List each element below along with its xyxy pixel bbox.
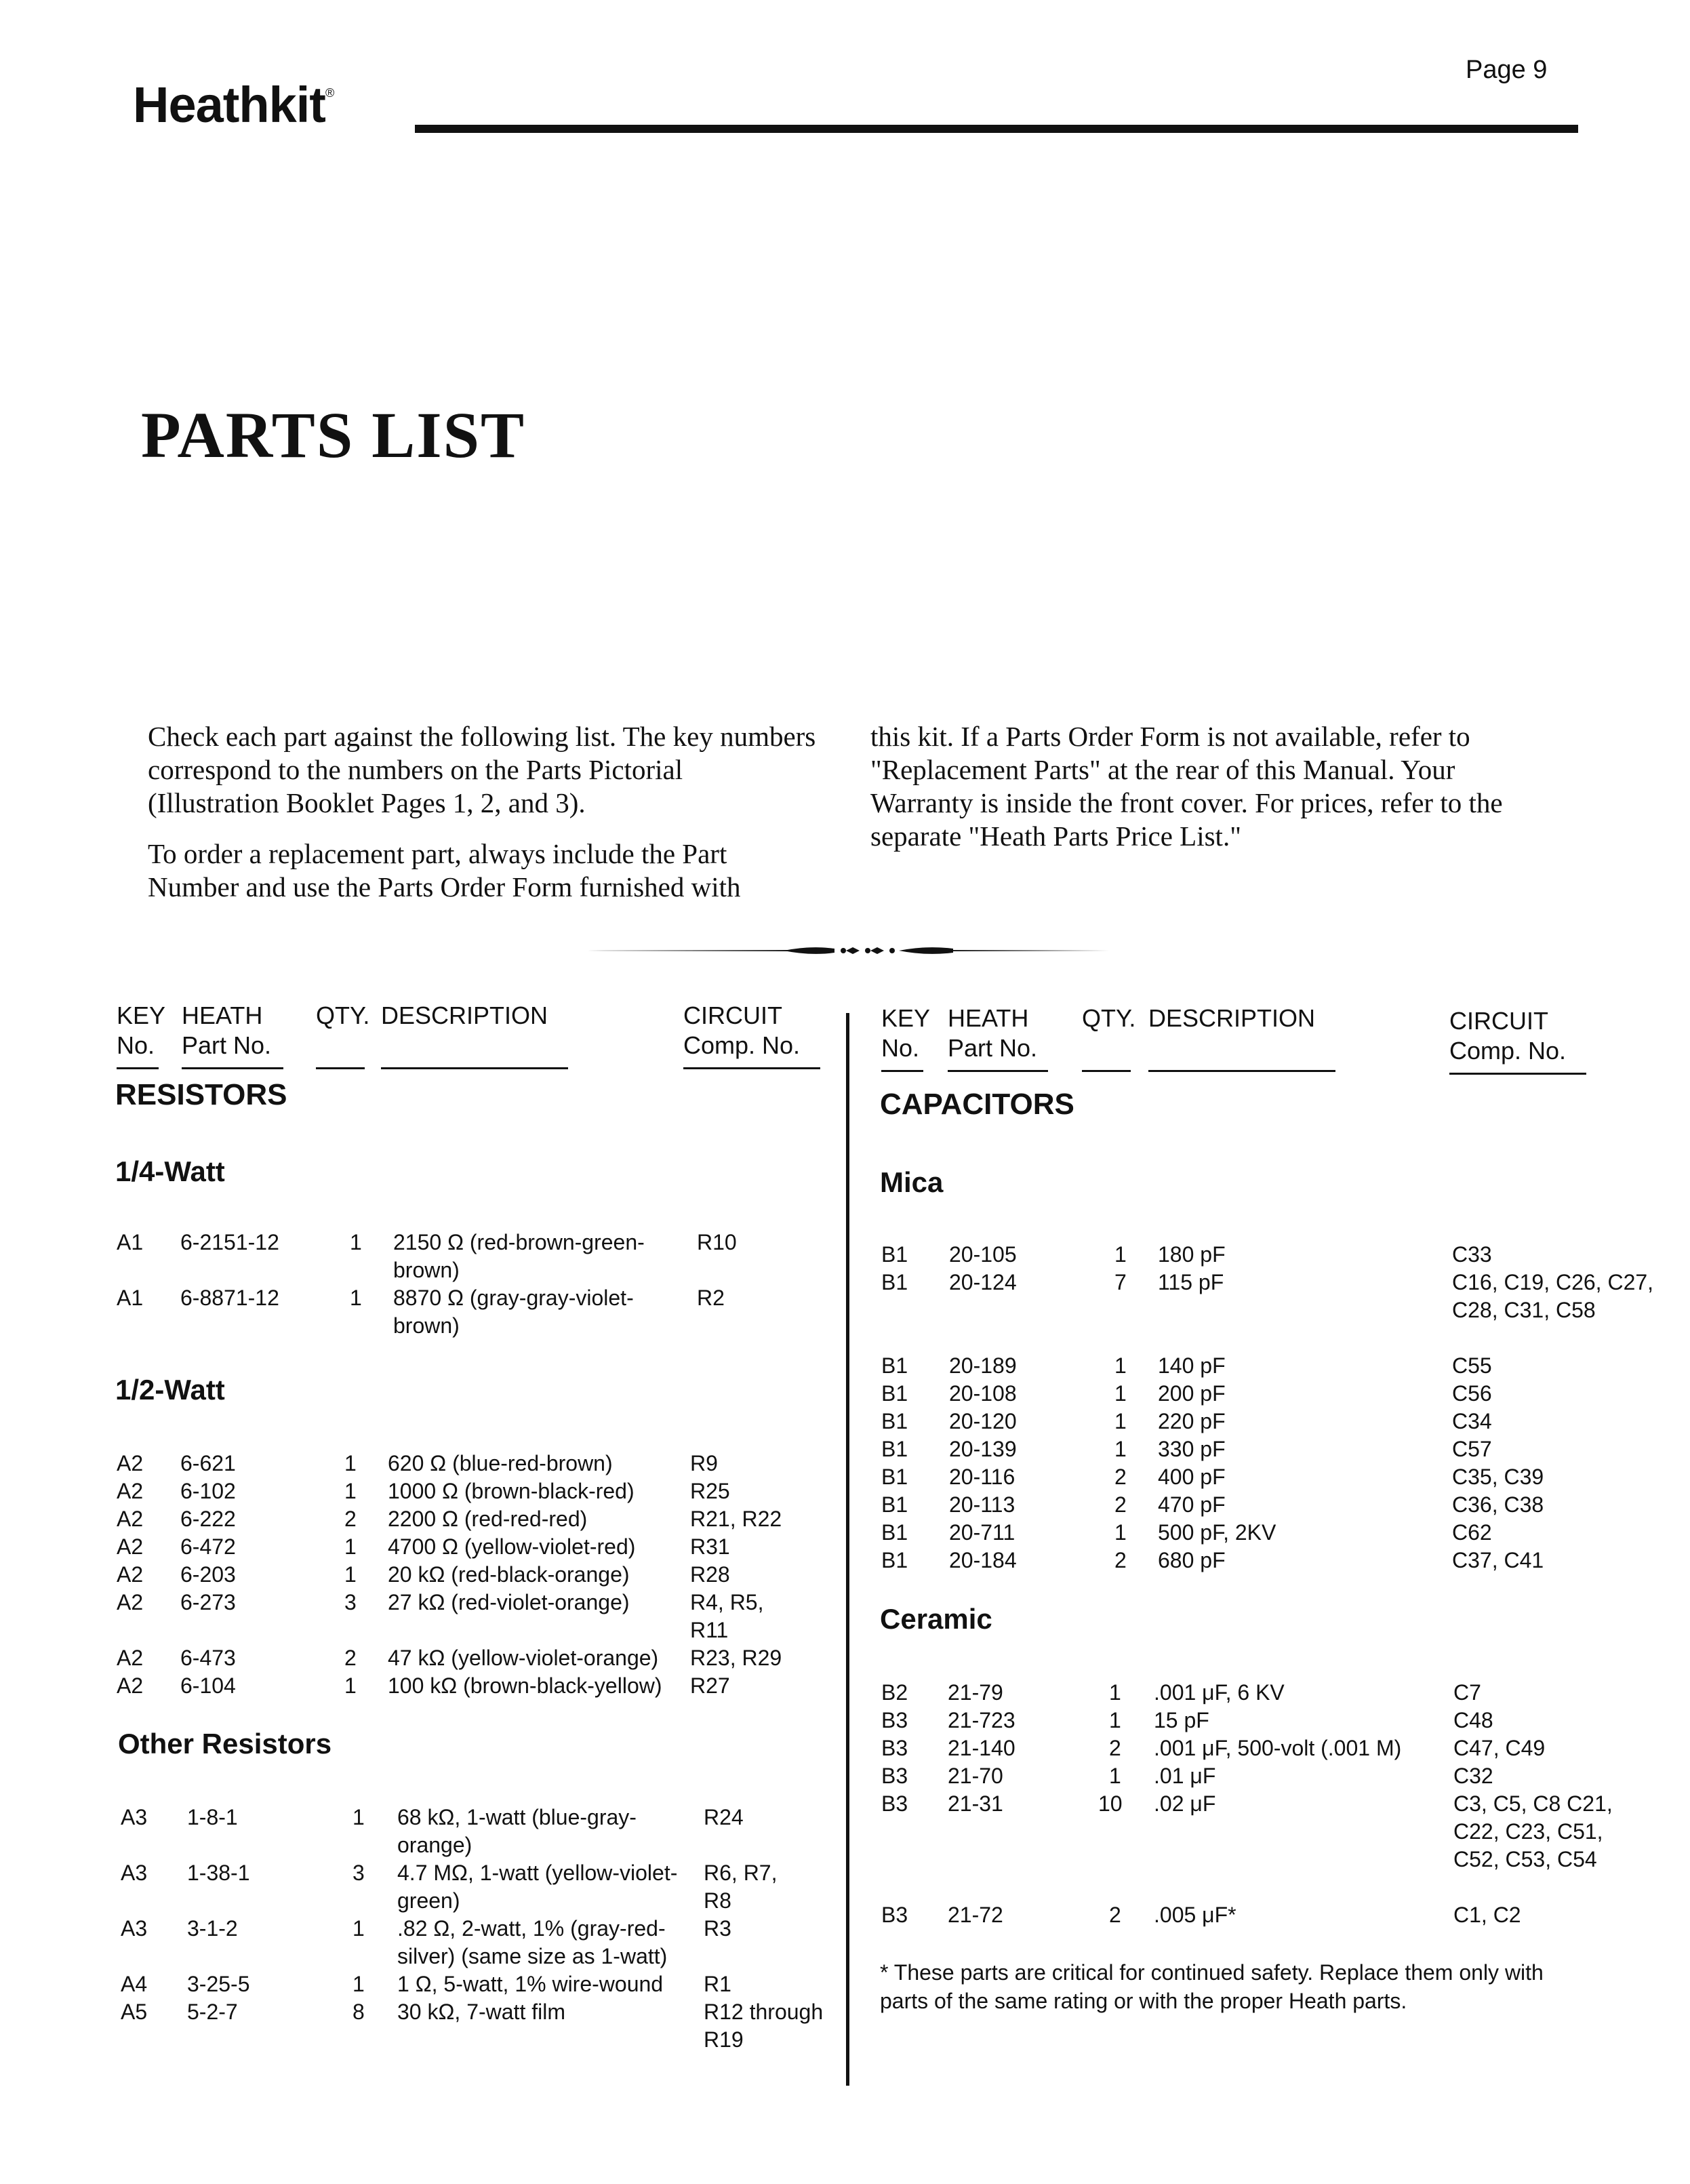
cell-part: 20-711 [949,1520,1015,1545]
cell-key: B1 [881,1381,908,1406]
cell-key: B1 [881,1242,908,1267]
cell-desc: 400 pF [1158,1465,1226,1489]
cell-qty: 1 [1109,1680,1121,1705]
table-row [0,1672,841,1700]
col-circuit-header: CIRCUIT Comp. No. [683,1001,801,1059]
cell-qty: 1 [1109,1764,1121,1788]
cell-key: B1 [881,1548,908,1572]
cell-qty: 1 [344,1451,357,1475]
cell-part: 6-2151-12 [180,1230,279,1254]
cell-qty: 8 [353,2000,365,2024]
cell-key: A2 [117,1673,144,1698]
cell-qty: 1 [1114,1520,1127,1545]
table-row [0,1970,841,1998]
cell-part: 20-113 [949,1492,1015,1517]
cell-desc: 20 kΩ (red-black-orange) [388,1562,630,1587]
cell-desc: 47 kΩ (yellow-violet-orange) [388,1646,659,1670]
cell-part: 1-8-1 [187,1805,238,1829]
cell-key: A2 [117,1646,144,1670]
table-row [847,1734,1688,1762]
cell-comp: C3, C5, C8 C21, C22, C23, C51, C52, C53, C54 [1453,1791,1613,1871]
intro-left [148,720,819,921]
table-row [847,1269,1688,1352]
table-row [0,1915,841,1970]
cell-key: A4 [121,1972,148,1996]
cell-part: 6-472 [180,1534,236,1559]
cell-qty: 2 [1114,1548,1127,1572]
cell-qty: 1 [344,1562,357,1587]
cell-desc: 1 Ω, 5-watt, 1% wire-wound [397,1972,664,1996]
cell-desc: 2200 Ω (red-red-red) [388,1507,588,1531]
cell-part: 3-1-2 [187,1916,238,1941]
cell-part: 6-104 [180,1673,236,1698]
cell-qty: 1 [344,1479,357,1503]
ornament-divider [587,942,1109,959]
table-row [0,1505,841,1533]
col-circuit-header-right: CIRCUIT Comp. No. [1449,1007,1567,1065]
cell-comp: R24 [704,1805,744,1829]
cell-qty: 1 [344,1534,357,1559]
cell-part: 1-38-1 [187,1861,250,1885]
cell-desc: .005 μF* [1154,1903,1236,1927]
cell-desc: 220 pF [1158,1409,1226,1433]
cell-qty: 2 [1109,1736,1121,1760]
cell-part: 20-184 [949,1548,1017,1572]
cell-desc: .82 Ω, 2-watt, 1% (gray-red-silver) (same size as 1-watt) [397,1916,668,1968]
cell-part: 20-105 [949,1242,1017,1267]
table-row [0,1561,841,1589]
cell-comp: C35, C39 [1452,1465,1544,1489]
cell-desc: 27 kΩ (red-violet-orange) [388,1590,630,1614]
cell-qty: 1 [1109,1708,1121,1732]
cell-qty: 1 [344,1673,357,1698]
cell-part: 6-473 [180,1646,236,1670]
cell-key: A3 [121,1805,148,1829]
table-row [847,1408,1688,1435]
cell-key: A2 [117,1590,144,1614]
table-row [0,1589,841,1644]
cell-comp: C55 [1452,1353,1492,1378]
cell-desc: .001 μF, 6 KV [1154,1680,1285,1705]
cell-part: 6-8871-12 [180,1286,279,1310]
intro-paragraph-3: this kit. If a Parts Order Form is not available, refer to "Replacement Parts" at the rear of this Manual. Your Warranty is inside the front cover. For prices, refer to the separate "Heath Parts Price List." [870,721,1503,852]
cell-comp: C48 [1453,1708,1493,1732]
cell-part: 20-120 [949,1409,1017,1433]
cell-key: B1 [881,1520,908,1545]
cell-qty: 2 [1109,1903,1121,1927]
col-desc-header: DESCRIPTION [381,1001,548,1029]
cell-qty: 2 [344,1507,357,1531]
cell-comp: R28 [690,1562,730,1587]
cell-desc: .02 μF [1154,1791,1216,1816]
ceramic-heading: Ceramic [880,1603,992,1635]
cell-qty: 7 [1114,1270,1127,1294]
cell-comp: C34 [1452,1409,1492,1433]
table-row [847,1547,1688,1574]
table-row [0,1450,841,1477]
cell-part: 21-723 [948,1708,1015,1732]
cell-key: A2 [117,1451,144,1475]
cell-comp: R23, R29 [690,1646,782,1670]
safety-note: * These parts are critical for continued safety. Replace them only with parts of the same rating or with the proper Heath parts. [880,1960,1544,2013]
cell-key: A1 [117,1230,144,1254]
cell-part: 20-189 [949,1353,1017,1378]
cell-qty: 2 [1114,1492,1127,1517]
cell-desc: 100 kΩ (brown-black-yellow) [388,1673,662,1698]
cell-key: A3 [121,1916,148,1941]
cell-key: B3 [881,1764,908,1788]
cell-key: B3 [881,1736,908,1760]
cell-qty: 1 [1114,1409,1127,1433]
cell-comp: R27 [690,1673,730,1698]
cell-qty: 2 [1114,1465,1127,1489]
cell-qty: 1 [1114,1353,1127,1378]
cell-desc: 500 pF, 2KV [1158,1520,1276,1545]
cell-part: 21-70 [948,1764,1003,1788]
cell-desc: .001 μF, 500-volt (.001 M) [1154,1736,1402,1760]
cell-qty: 1 [1114,1381,1127,1406]
cell-part: 20-139 [949,1437,1017,1461]
cell-part: 21-140 [948,1736,1015,1760]
col-heath-header-right: HEATH Part No. [948,1004,1038,1062]
table-row [847,1491,1688,1519]
cell-part: 21-79 [948,1680,1003,1705]
cell-part: 6-222 [180,1507,236,1531]
table-row [847,1241,1688,1269]
cell-desc: 1000 Ω (brown-black-red) [388,1479,635,1503]
cell-key: B1 [881,1437,908,1461]
cell-key: B1 [881,1353,908,1378]
mica-heading: Mica [880,1166,944,1198]
cell-key: B2 [881,1680,908,1705]
table-row [0,1998,841,2054]
cell-qty: 1 [353,1916,365,1941]
cell-comp: C56 [1452,1381,1492,1406]
cell-qty: 3 [344,1590,357,1614]
cell-part: 21-72 [948,1903,1003,1927]
cell-desc: 4700 Ω (yellow-violet-red) [388,1534,636,1559]
table-row [0,1229,841,1284]
cell-part: 5-2-7 [187,2000,238,2024]
cell-key: B1 [881,1409,908,1433]
cell-desc: 470 pF [1158,1492,1226,1517]
table-row [847,1901,1688,1929]
cell-qty: 10 [1098,1791,1123,1816]
brand-logo: Heathkit® [133,77,334,133]
other-resistors-heading: Other Resistors [118,1728,332,1760]
cell-qty: 1 [1114,1242,1127,1267]
cell-desc: 68 kΩ, 1-watt (blue-gray-orange) [397,1805,637,1857]
quarter-watt-heading: 1/4-Watt [115,1155,225,1187]
cell-key: A2 [117,1562,144,1587]
cell-comp: R31 [690,1534,730,1559]
cell-comp: C57 [1452,1437,1492,1461]
table-row [847,1352,1688,1380]
cell-part: 20-108 [949,1381,1017,1406]
cell-desc: 620 Ω (blue-red-brown) [388,1451,613,1475]
cell-comp: C7 [1453,1680,1481,1705]
cell-key: B3 [881,1791,908,1816]
cell-key: A2 [117,1479,144,1503]
cell-desc: 30 kΩ, 7-watt film [397,2000,565,2024]
table-row [847,1679,1688,1707]
cell-comp: C37, C41 [1452,1548,1544,1572]
cell-key: A5 [121,2000,148,2024]
cell-comp: R1 [704,1972,731,1996]
cell-key: B1 [881,1492,908,1517]
cell-qty: 1 [353,1805,365,1829]
col-key-header: KEY No. [117,1001,166,1059]
table-row [847,1707,1688,1734]
col-key-header-right: KEY No. [881,1004,931,1062]
cell-part: 20-124 [949,1270,1017,1294]
cell-desc: 680 pF [1158,1548,1226,1572]
resistors-heading: RESISTORS [115,1078,287,1111]
cell-comp: R6, R7, R8 [704,1861,778,1913]
cell-desc: 115 pF [1158,1270,1224,1294]
cell-desc: 4.7 MΩ, 1-watt (yellow-violet-green) [397,1861,678,1913]
cell-qty: 1 [350,1230,362,1254]
col-qty-header-right: QTY. [1082,1004,1136,1032]
table-row [0,1533,841,1561]
table-row [847,1435,1688,1463]
cell-comp: R12 through R19 [704,2000,824,2052]
cell-part: 20-116 [949,1465,1015,1489]
table-row [0,1859,841,1915]
cell-key: A2 [117,1507,144,1531]
half-watt-heading: 1/2-Watt [115,1374,225,1406]
cell-desc: 330 pF [1158,1437,1226,1461]
cell-qty: 3 [353,1861,365,1885]
cell-desc: 8870 Ω (gray-gray-violet-brown) [393,1286,634,1338]
table-row [847,1519,1688,1547]
page-title: PARTS LIST [141,399,526,471]
cell-part: 6-621 [180,1451,236,1475]
cell-comp: C16, C19, C26, C27, C28, C31, C58 [1452,1270,1654,1322]
table-row [847,1380,1688,1408]
cell-key: B1 [881,1465,908,1489]
cell-comp: C32 [1453,1764,1493,1788]
cell-key: A1 [117,1286,144,1310]
cell-key: A2 [117,1534,144,1559]
cell-comp: R25 [690,1479,730,1503]
cell-comp: C62 [1452,1520,1492,1545]
table-row [0,1477,841,1505]
cell-key: A3 [121,1861,148,1885]
cell-comp: R21, R22 [690,1507,782,1531]
cell-comp: R3 [704,1916,731,1941]
header-rule [415,125,1578,133]
cell-comp: C1, C2 [1453,1903,1521,1927]
cell-desc: 180 pF [1158,1242,1226,1267]
cell-part: 3-25-5 [187,1972,250,1996]
cell-qty: 2 [344,1646,357,1670]
intro-paragraph-1: Check each part against the following list. The key numbers correspond to the numbers on the Parts Pictorial (Illustration Booklet Pages 1, 2, and 3). [148,721,816,818]
cell-comp: C36, C38 [1452,1492,1544,1517]
intro-paragraph-2: To order a replacement part, always include the Part Number and use the Parts Order Form furnished with [148,838,741,902]
cell-comp: C47, C49 [1453,1736,1546,1760]
table-row [0,1644,841,1672]
cell-part: 21-31 [948,1791,1003,1816]
table-row [847,1790,1688,1901]
col-qty-header: QTY. [316,1001,370,1029]
col-heath-header: HEATH Part No. [182,1001,272,1059]
cell-qty: 1 [1114,1437,1127,1461]
cell-desc: 2150 Ω (red-brown-green-brown) [393,1230,645,1282]
cell-qty: 1 [350,1286,362,1310]
cell-desc: 15 pF [1154,1708,1209,1732]
cell-part: 6-203 [180,1562,236,1587]
cell-comp: R4, R5, R11 [690,1590,764,1642]
cell-desc: 200 pF [1158,1381,1226,1406]
cell-comp: C33 [1452,1242,1492,1267]
capacitors-heading: CAPACITORS [880,1088,1074,1121]
table-row [847,1762,1688,1790]
cell-comp: R10 [697,1230,737,1254]
page-number: Page 9 [1466,56,1548,84]
table-row [0,1284,841,1340]
cell-key: B3 [881,1708,908,1732]
table-row [0,1804,841,1859]
cell-desc: .01 μF [1154,1764,1216,1788]
cell-part: 6-273 [180,1590,236,1614]
col-desc-header-right: DESCRIPTION [1148,1004,1316,1032]
intro-right [870,720,1542,871]
cell-key: B1 [881,1270,908,1294]
table-row [847,1463,1688,1491]
cell-part: 6-102 [180,1479,236,1503]
cell-qty: 1 [353,1972,365,1996]
cell-comp: R2 [697,1286,725,1310]
cell-desc: 140 pF [1158,1353,1226,1378]
cell-key: B3 [881,1903,908,1927]
cell-comp: R9 [690,1451,718,1475]
